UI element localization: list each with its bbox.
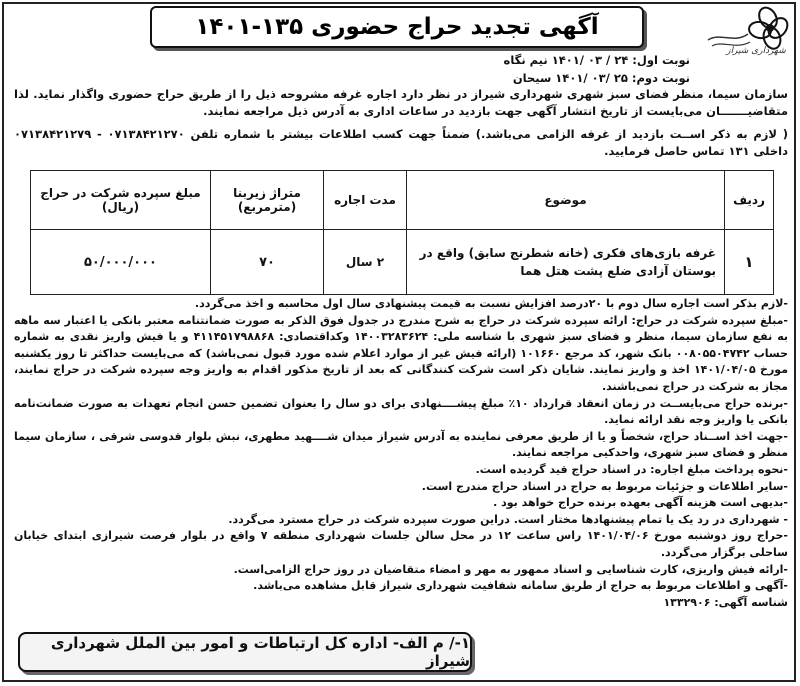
term-item: -بدیهی است هزینه آگهی بعهده برنده حراج خواهد بود . — [493, 496, 788, 510]
visit-note: ( لازم به ذکر اســت بازدید از غرفه الزامی می‌باشد.) ضمناً جهت کسب اطلاعات بیشتر با شماره تلفن ۰۷۱۳۸۴۲۱۲۷۰ - ۰۷۱۳۸۴۲۱۲۷۹ داخلی ۱۳۱ تماس حاصل فرمایید. — [14, 127, 788, 158]
header-row-number: ردیف — [725, 171, 774, 230]
cell-duration: ۲ سال — [324, 230, 407, 295]
page-title: آگهی تجدید حراج حضوری ۱۳۵-۱۴۰۱ — [195, 14, 599, 40]
term-item: -آگهی و اطلاعات مربوط به حراج از طریق سامانه شفافیت شهرداری شیراز قابل مشاهده می‌باشد. — [253, 579, 788, 593]
second-round-date: نوبت دوم: ۲۵ /۰۳ /۱۴۰۱ سیحان — [512, 71, 690, 85]
header-duration: مدت اجاره — [324, 171, 407, 230]
term-item: - شهرداری در رد یک یا تمام پیشنهادها مختار است. دراین صورت سپرده شرکت در حراج مسترد می‌گردد. — [228, 512, 788, 526]
terms-list — [14, 296, 788, 611]
logo-signature: شهرداری شیراز — [726, 46, 786, 56]
intro-paragraph: سازمان سیما، منظر فضای سبز شهری شهرداری شیراز در نظر دارد اجاره غرفه مشروحه ذیل را از طریق حراج حضوری واگذار نماید. لذا متقاضیـــــــان می‌بایست از تاریخ انتشار آگهی جهت بازدید در ساعات اداری به آدرس ذیل مراجعه نمایند. — [14, 87, 788, 118]
header-deposit: مبلغ سپرده شرکت در حراج (ریال) — [31, 171, 211, 230]
term-item: -لازم بذکر است اجاره سال دوم با ۲۰درصد افزایش نسبت به قیمت پیشنهادی سال اول محاسبه و اخذ می‌گردد. — [194, 297, 788, 310]
cell-subject: غرفه بازی‌های فکری (خانه شطرنج سابق) واقع در بوستان آزادی ضلع پشت هتل هما — [407, 230, 725, 295]
term-item: -حراج روز دوشنبه مورخ ۱۴۰۱/۰۴/۰۶ راس ساعت ۱۲ در محل سالن جلسات شهرداری منطقه ۷ واقع در بلوار فرصت شیرازی ابتدای خیابان ساحلی برگزار می‌گردد. — [14, 529, 788, 559]
term-item: -مبلغ سپرده شرکت در حراج: ارائه سپرده شرکت در حراج به شرح مندرج در جدول فوق الذکر به صورت ضمانتنامه معتبر بانکی یا اعتبار سه ماهه به نفع سازمان سیما، منظر و فضای سبز شهری با شناسه ملی: ۱۴۰۰۳۲۸۳۶۲۴ وکداقتصادی: ۴۱۱۴۵۱۷۹۸۸۶۸ و یا فیش واریز نقدی به شماره حساب ۰۰۸۰۵۵۰۴۷۴۲ بانک شهر، کد مرجع ۱۰۱۶۶۰ (ارائه فیش غیر از موارد اعلام شده مورد قبول نمی‌باشد) که می‌بایست حداکثر تا روز یکشنبه مورخ ۱۴۰۱/۰۴/۰۵ اخذ و واریز نمایند. شایان ذکر است شرکت کنندگانی که بعد از تاریخ مذکور اقدام به واریز وجه سپرده شرکت در حراج نمایند، مجاز به شرکت در حراج نمی‌باشند. — [14, 313, 788, 393]
footer-text: ۱-/ م الف- اداره کل ارتباطات و امور بین الملل شهرداری شیراز — [50, 634, 470, 670]
footer-banner — [18, 632, 472, 672]
term-item: -جهت اخذ اســناد حراج، شخصاً و یا از طریق معرفی نماینده به آدرس شیراز میدان شــــهید مطهری، نبش بلوار قدوسی شرقی ، سازمان سیما منظر و فضای سبز شهری، واحدکیی مراجعه نمایند. — [14, 429, 788, 460]
cell-area: ۷۰ — [211, 230, 324, 295]
table-row — [31, 230, 774, 295]
items-table — [30, 170, 774, 295]
table-header-row — [31, 171, 774, 230]
cell-deposit: ۵۰/۰۰۰/۰۰۰ — [31, 230, 211, 295]
term-item: -برنده حراج می‌بایســت در زمان انعقاد قرارداد ۱۰٪ مبلغ پیشــــنهادی برای دو سال را بعنوان تضمین حسن انجام تعهدات به صورت ضمانت‌نامه بانکی یا واریز وجه نقد ارائه نماید. — [14, 396, 788, 427]
ad-id: شناسه آگهی: ۱۳۳۲۹۰۶ — [663, 595, 788, 609]
header-subject: موضوع — [407, 171, 725, 230]
term-item: -سایر اطلاعات و جزئیات مربوط به حراج در اسناد حراج مندرج است. — [421, 479, 788, 493]
first-round-date: نوبت اول: ۲۴ / ۰۳ /۱۴۰۱ نیم نگاه — [503, 53, 690, 67]
term-item: -نحوه پرداخت مبلغ اجاره: در اسناد حراج قید گردیده است. — [475, 462, 788, 476]
header-area: متراژ زیربنا (مترمربع) — [211, 171, 324, 230]
cell-row-number: ۱ — [725, 230, 774, 295]
ad-title-banner — [150, 6, 644, 48]
term-item: -ارائه فیش واریزی، کارت شناسایی و اسناد ممهور به مهر و امضاء متقاضیان در روز حراج الزامی‌است. — [233, 562, 788, 576]
